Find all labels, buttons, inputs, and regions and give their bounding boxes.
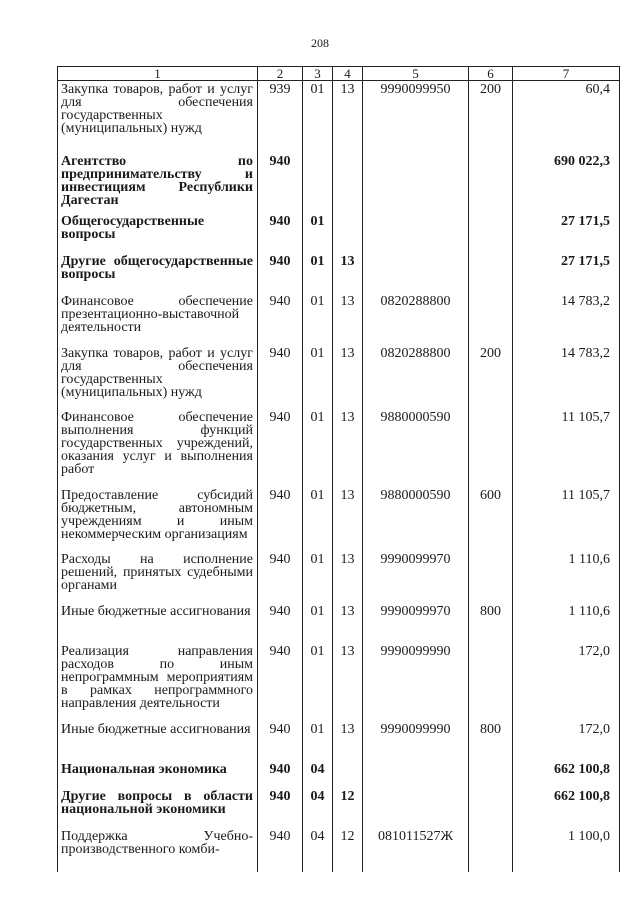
row-section: 04	[303, 822, 333, 872]
row-expense-type	[469, 147, 513, 207]
row-subsection: 13	[333, 247, 363, 287]
row-code: 940	[258, 207, 303, 247]
row-name: Финансовое обеспечение презентационно-выставочной деятельности	[58, 287, 258, 339]
row-name: Общегосударственные вопросы	[58, 207, 258, 247]
row-name: Закупка товаров, работ и услуг для обеспечения государственных (муниципальных) нужд	[58, 339, 258, 403]
table-row	[58, 637, 620, 715]
row-expense-type	[469, 287, 513, 339]
row-code: 940	[258, 403, 303, 481]
row-subsection: 12	[333, 822, 363, 872]
row-expense-type: 200	[469, 81, 513, 147]
table-row	[58, 545, 620, 597]
page-number: 208	[311, 36, 329, 50]
table-row	[58, 403, 620, 481]
row-section: 01	[303, 287, 333, 339]
row-name: Закупка товаров, работ и услуг для обеспечения государственных (муниципальных) нужд	[58, 81, 258, 147]
row-amount: 662 100,8	[513, 755, 620, 782]
row-target: 0820288800	[363, 339, 469, 403]
row-expense-type: 800	[469, 715, 513, 755]
row-amount: 11 105,7	[513, 403, 620, 481]
row-section: 01	[303, 207, 333, 247]
row-code: 940	[258, 147, 303, 207]
table-row	[58, 822, 620, 872]
row-section: 01	[303, 339, 333, 403]
row-section: 01	[303, 637, 333, 715]
table-row	[58, 481, 620, 545]
row-code: 939	[258, 81, 303, 147]
row-target: 0820288800	[363, 287, 469, 339]
row-amount: 172,0	[513, 715, 620, 755]
row-subsection: 13	[333, 481, 363, 545]
table-row	[58, 782, 620, 822]
row-code: 940	[258, 822, 303, 872]
row-target: 9990099970	[363, 545, 469, 597]
row-amount: 27 171,5	[513, 247, 620, 287]
row-subsection	[333, 147, 363, 207]
row-expense-type	[469, 637, 513, 715]
row-section: 01	[303, 481, 333, 545]
column-header: 6	[469, 67, 513, 81]
row-code: 940	[258, 481, 303, 545]
row-code: 940	[258, 637, 303, 715]
row-subsection: 13	[333, 715, 363, 755]
row-amount: 14 783,2	[513, 287, 620, 339]
row-expense-type	[469, 403, 513, 481]
row-amount: 14 783,2	[513, 339, 620, 403]
row-target: 9990099970	[363, 597, 469, 637]
row-section: 01	[303, 81, 333, 147]
row-expense-type: 800	[469, 597, 513, 637]
row-amount: 1 110,6	[513, 545, 620, 597]
row-code: 940	[258, 715, 303, 755]
row-subsection	[333, 207, 363, 247]
row-name: Национальная экономика	[58, 755, 258, 782]
row-name: Предоставление субсидий бюджетным, автономным учреждениям и иным некоммерческим организациям	[58, 481, 258, 545]
row-target: 081011527Ж	[363, 822, 469, 872]
row-amount: 662 100,8	[513, 782, 620, 822]
row-target	[363, 247, 469, 287]
row-amount: 11 105,7	[513, 481, 620, 545]
row-subsection: 13	[333, 637, 363, 715]
row-name: Другие вопросы в области национальной экономики	[58, 782, 258, 822]
row-amount: 690 022,3	[513, 147, 620, 207]
row-section: 01	[303, 247, 333, 287]
row-expense-type	[469, 822, 513, 872]
table-row	[58, 287, 620, 339]
table-row	[58, 207, 620, 247]
row-name: Иные бюджетные ассигнования	[58, 597, 258, 637]
row-target	[363, 147, 469, 207]
row-expense-type	[469, 545, 513, 597]
row-subsection: 13	[333, 287, 363, 339]
table-row	[58, 339, 620, 403]
row-subsection: 13	[333, 597, 363, 637]
row-code: 940	[258, 287, 303, 339]
row-name: Реализация направления расходов по иным непрограммным мероприятиям в рамках непрограммного направления деятельности	[58, 637, 258, 715]
row-name: Финансовое обеспечение выполнения функций государственных учреждений, оказания услуг и выполнения работ	[58, 403, 258, 481]
row-amount: 172,0	[513, 637, 620, 715]
column-header: 3	[303, 67, 333, 81]
row-name: Иные бюджетные ассигнования	[58, 715, 258, 755]
row-name: Агентство по предпринимательству и инвестициям Республики Дагестан	[58, 147, 258, 207]
row-target: 9990099990	[363, 715, 469, 755]
row-code: 940	[258, 597, 303, 637]
table-row	[58, 715, 620, 755]
row-section	[303, 147, 333, 207]
row-section: 01	[303, 545, 333, 597]
row-target: 9880000590	[363, 403, 469, 481]
row-subsection: 12	[333, 782, 363, 822]
row-target	[363, 782, 469, 822]
row-section: 04	[303, 755, 333, 782]
row-section: 01	[303, 403, 333, 481]
row-subsection: 13	[333, 81, 363, 147]
row-subsection: 13	[333, 545, 363, 597]
row-expense-type: 200	[469, 339, 513, 403]
row-name: Другие общегосударственные вопросы	[58, 247, 258, 287]
table-row	[58, 597, 620, 637]
row-amount: 27 171,5	[513, 207, 620, 247]
row-expense-type	[469, 207, 513, 247]
column-header: 5	[363, 67, 469, 81]
row-section: 01	[303, 597, 333, 637]
row-section: 04	[303, 782, 333, 822]
row-subsection	[333, 755, 363, 782]
budget-table	[57, 66, 620, 872]
row-expense-type	[469, 755, 513, 782]
row-code: 940	[258, 339, 303, 403]
row-name: Поддержка Учебно-производственного комби-	[58, 822, 258, 872]
row-expense-type: 600	[469, 481, 513, 545]
row-target	[363, 207, 469, 247]
row-expense-type	[469, 247, 513, 287]
row-code: 940	[258, 755, 303, 782]
row-target	[363, 755, 469, 782]
row-code: 940	[258, 782, 303, 822]
row-code: 940	[258, 545, 303, 597]
column-header: 7	[513, 67, 620, 81]
table-row	[58, 247, 620, 287]
row-name: Расходы на исполнение решений, принятых судебными органами	[58, 545, 258, 597]
row-amount: 1 110,6	[513, 597, 620, 637]
row-section: 01	[303, 715, 333, 755]
row-subsection: 13	[333, 339, 363, 403]
row-target: 9990099950	[363, 81, 469, 147]
header-row	[58, 67, 620, 81]
column-header: 1	[58, 67, 258, 81]
row-code: 940	[258, 247, 303, 287]
row-subsection: 13	[333, 403, 363, 481]
column-header: 2	[258, 67, 303, 81]
row-amount: 60,4	[513, 81, 620, 147]
column-header: 4	[333, 67, 363, 81]
row-expense-type	[469, 782, 513, 822]
row-target: 9880000590	[363, 481, 469, 545]
row-amount: 1 100,0	[513, 822, 620, 872]
table-row	[58, 147, 620, 207]
table-row	[58, 81, 620, 147]
row-target: 9990099990	[363, 637, 469, 715]
table-row	[58, 755, 620, 782]
